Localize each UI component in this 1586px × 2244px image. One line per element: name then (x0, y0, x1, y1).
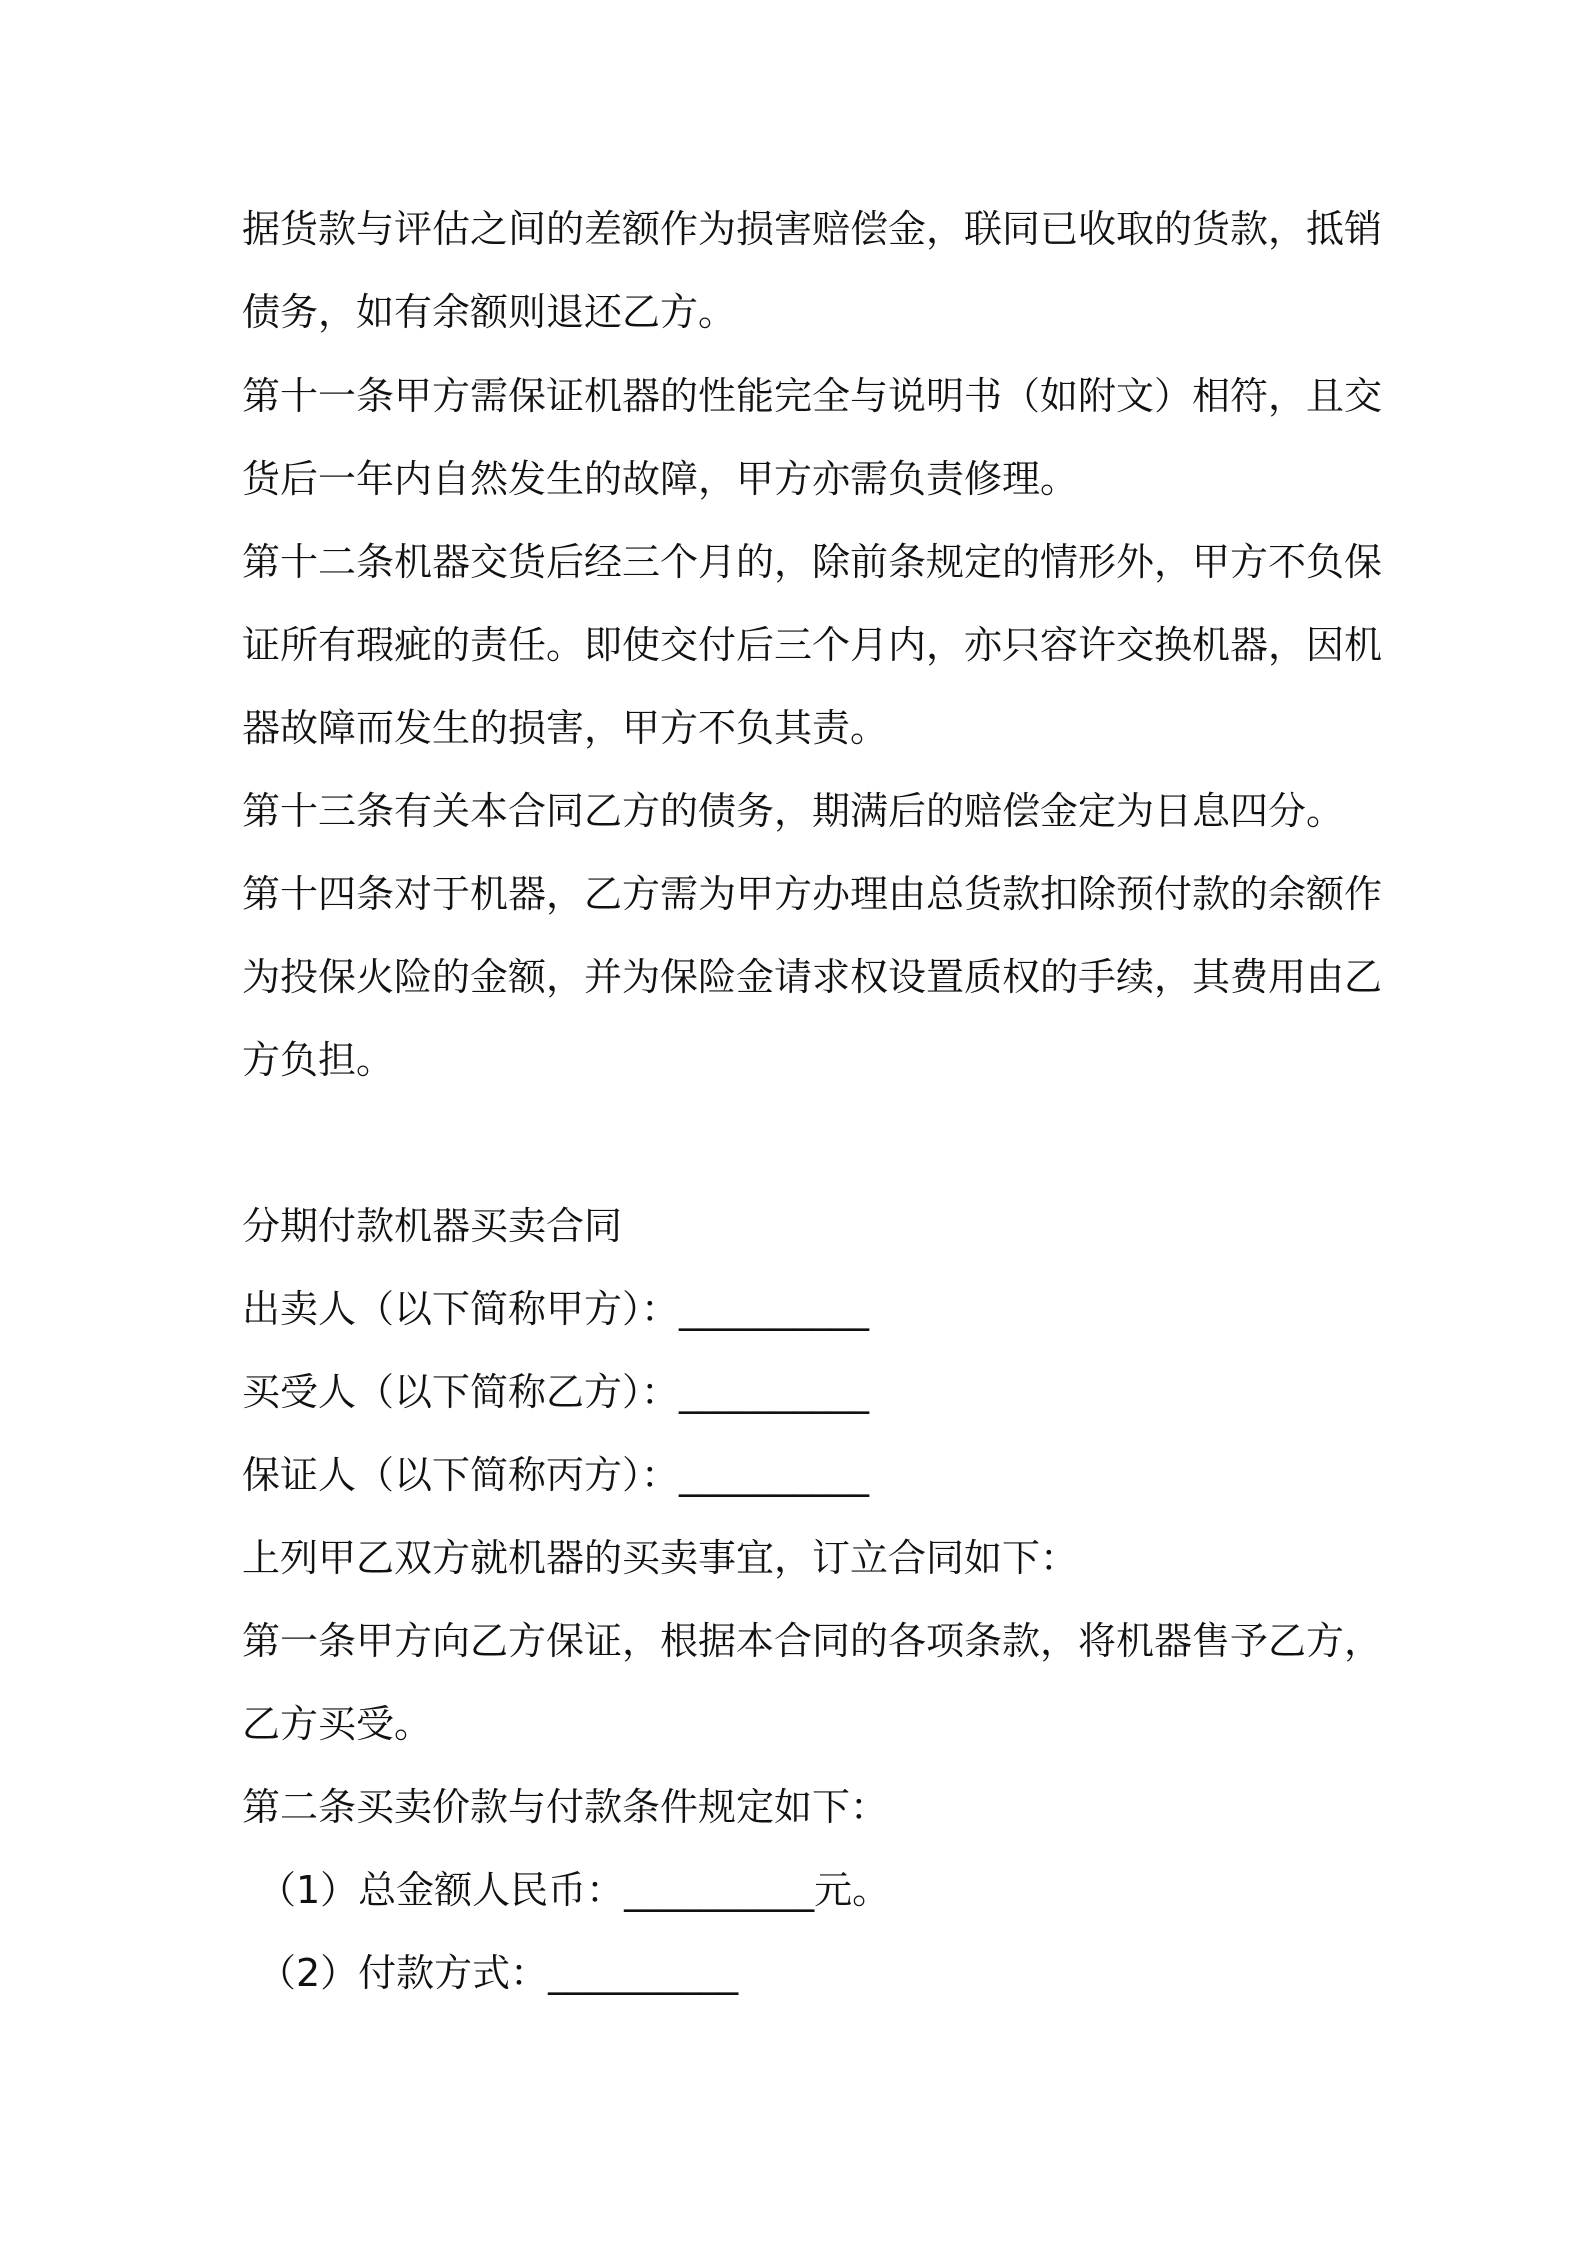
buyer-line: 买受人（以下简称乙方）：__________ (242, 1370, 870, 1414)
article-14-line-2: 为投保火险的金额，并为保险金请求权设置质权的手续，其费用由乙 (242, 955, 1383, 999)
payment-item-2: （2）付款方式：__________ (258, 1951, 739, 1995)
article-12-line-1: 第十二条机器交货后经三个月的，除前条规定的情形外，甲方不负保 (242, 540, 1383, 584)
continuation-line-2: 债务，如有余额则退还乙方。 (242, 290, 737, 334)
article-12-line-2: 证所有瑕疵的责任。即使交付后三个月内，亦只容许交换机器，因机 (242, 623, 1383, 667)
article-13-line-1: 第十三条有关本合同乙方的债务，期满后的赔偿金定为日息四分。 (242, 789, 1345, 833)
article-1-line-2: 乙方买受。 (242, 1702, 433, 1746)
continuation-line-1: 据货款与评估之间的差额作为损害赔偿金，联同已收取的货款，抵销 (242, 207, 1383, 251)
contract-title: 分期付款机器买卖合同 (242, 1204, 623, 1248)
article-11-line-1: 第十一条甲方需保证机器的性能完全与说明书（如附文）相符，且交 (242, 374, 1383, 418)
article-2-line: 第二条买卖价款与付款条件规定如下： (242, 1785, 889, 1829)
payment-item-1: （1）总金额人民币：__________元。 (258, 1868, 891, 1912)
preamble-line: 上列甲乙双方就机器的买卖事宜，订立合同如下： (242, 1536, 1079, 1580)
seller-line: 出卖人（以下简称甲方）：__________ (242, 1287, 870, 1331)
article-1-line-1: 第一条甲方向乙方保证，根据本合同的各项条款，将机器售予乙方， (242, 1619, 1383, 1663)
article-11-line-2: 货后一年内自然发生的故障，甲方亦需负责修理。 (242, 457, 1079, 501)
article-12-line-3: 器故障而发生的损害，甲方不负其责。 (242, 706, 889, 750)
guarantor-line: 保证人（以下简称丙方）：__________ (242, 1453, 870, 1497)
article-14-line-1: 第十四条对于机器，乙方需为甲方办理由总货款扣除预付款的余额作 (242, 872, 1383, 916)
article-14-line-3: 方负担。 (242, 1038, 395, 1082)
